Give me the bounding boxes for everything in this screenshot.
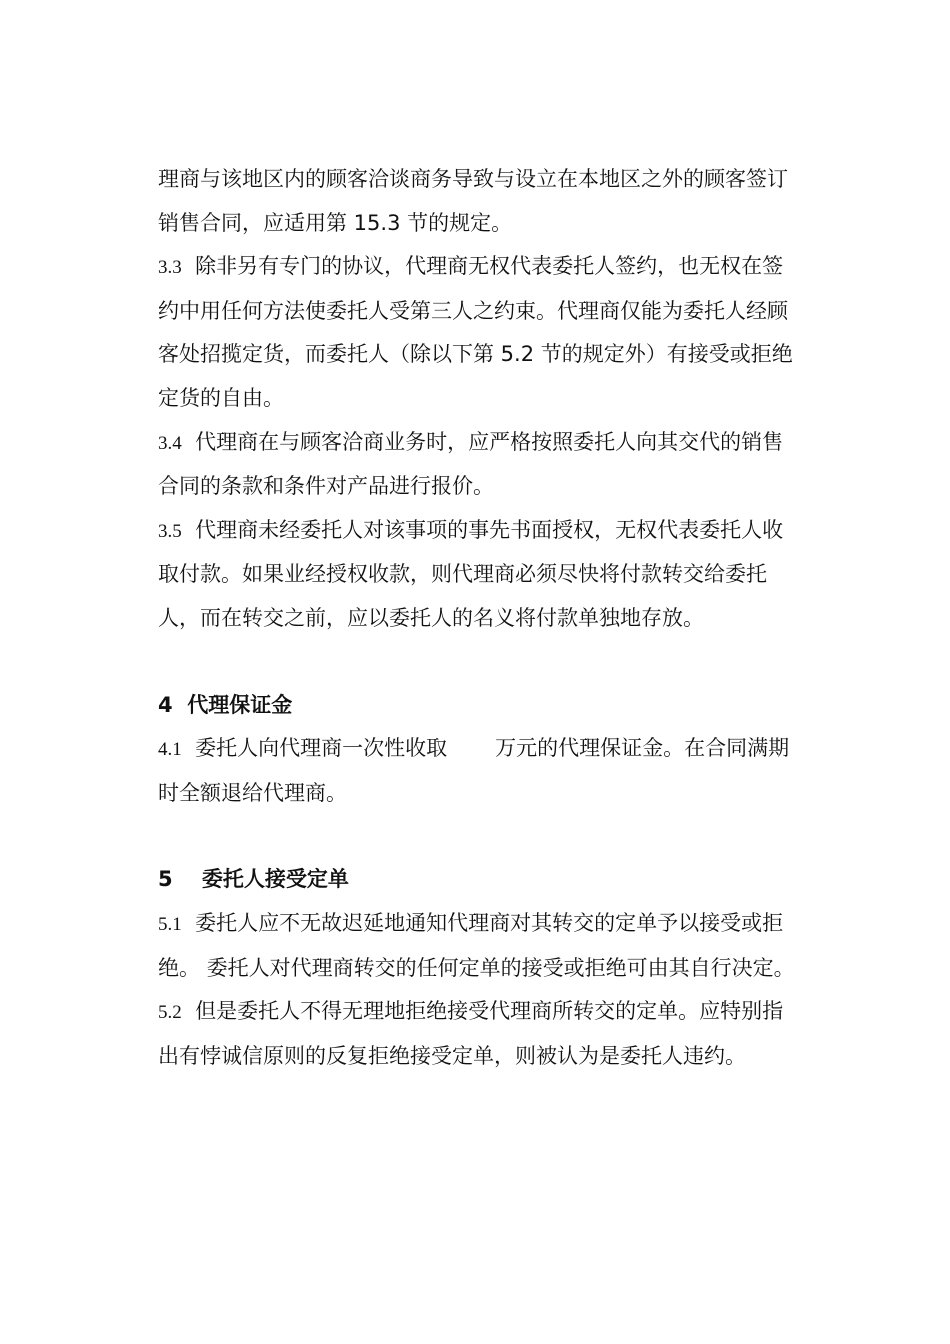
clause-3-3 bbox=[158, 245, 798, 420]
document-page bbox=[158, 158, 798, 1078]
section-number: 5 bbox=[158, 867, 173, 892]
clause-4-1 bbox=[158, 727, 798, 815]
section-title: 代理保证金 bbox=[187, 692, 293, 717]
clause-text-after-blank: 万元的代理保证金。在合同满期时全额退给代理商。 bbox=[158, 736, 790, 805]
clause-number: 3.3 bbox=[158, 257, 182, 279]
clause-number: 3.4 bbox=[158, 432, 182, 454]
clause-number: 5.2 bbox=[158, 1002, 182, 1024]
section-spacer bbox=[158, 815, 798, 858]
clause-3-4 bbox=[158, 421, 798, 509]
clause-text-before-blank: 委托人向代理商一次性收取 bbox=[195, 736, 448, 761]
clause-number: 5.1 bbox=[158, 913, 182, 935]
paragraph-text: 理商与该地区内的顾客洽谈商务导致与设立在本地区之外的顾客签订销售合同，应适用第 15.3 节的规定。 bbox=[158, 167, 788, 235]
clause-text: 除非另有专门的协议，代理商无权代表委托人签约，也无权在签约中用任何方法使委托人受第三人之约束。代理商仅能为委托人经顾客处招揽定货，而委托人（除以下第 5.2 节的规定外）有接受或拒绝定货的自由。 bbox=[158, 254, 793, 410]
clause-text: 但是委托人不得无理地拒绝接受代理商所转交的定单。应特别指出有悖诚信原则的反复拒绝接受定单，则被认为是委托人违约。 bbox=[158, 999, 784, 1068]
clause-5-2 bbox=[158, 990, 798, 1078]
clause-text: 委托人应不无故迟延地通知代理商对其转交的定单予以接受或拒绝。 委托人对代理商转交的任何定单的接受或拒绝可由其自行决定。 bbox=[158, 910, 795, 980]
paragraph-continuation bbox=[158, 158, 798, 245]
section-heading-4 bbox=[158, 684, 798, 728]
section-number: 4 bbox=[158, 692, 173, 717]
clause-text: 代理商在与顾客洽商业务时，应严格按照委托人向其交代的销售合同的条款和条件对产品进行报价。 bbox=[158, 429, 784, 499]
clause-5-1 bbox=[158, 902, 798, 990]
section-spacer bbox=[158, 641, 798, 684]
clause-number: 3.5 bbox=[158, 520, 182, 542]
section-heading-5 bbox=[158, 858, 798, 902]
clause-number: 4.1 bbox=[158, 739, 182, 761]
clause-text: 代理商未经委托人对该事项的事先书面授权，无权代表委托人收取付款。如果业经授权收款，则代理商必须尽快将付款转交给委托人，而在转交之前，应以委托人的名义将付款单独地存放。 bbox=[158, 517, 784, 630]
section-title: 委托人接受定单 bbox=[201, 867, 349, 892]
clause-3-5 bbox=[158, 509, 798, 641]
